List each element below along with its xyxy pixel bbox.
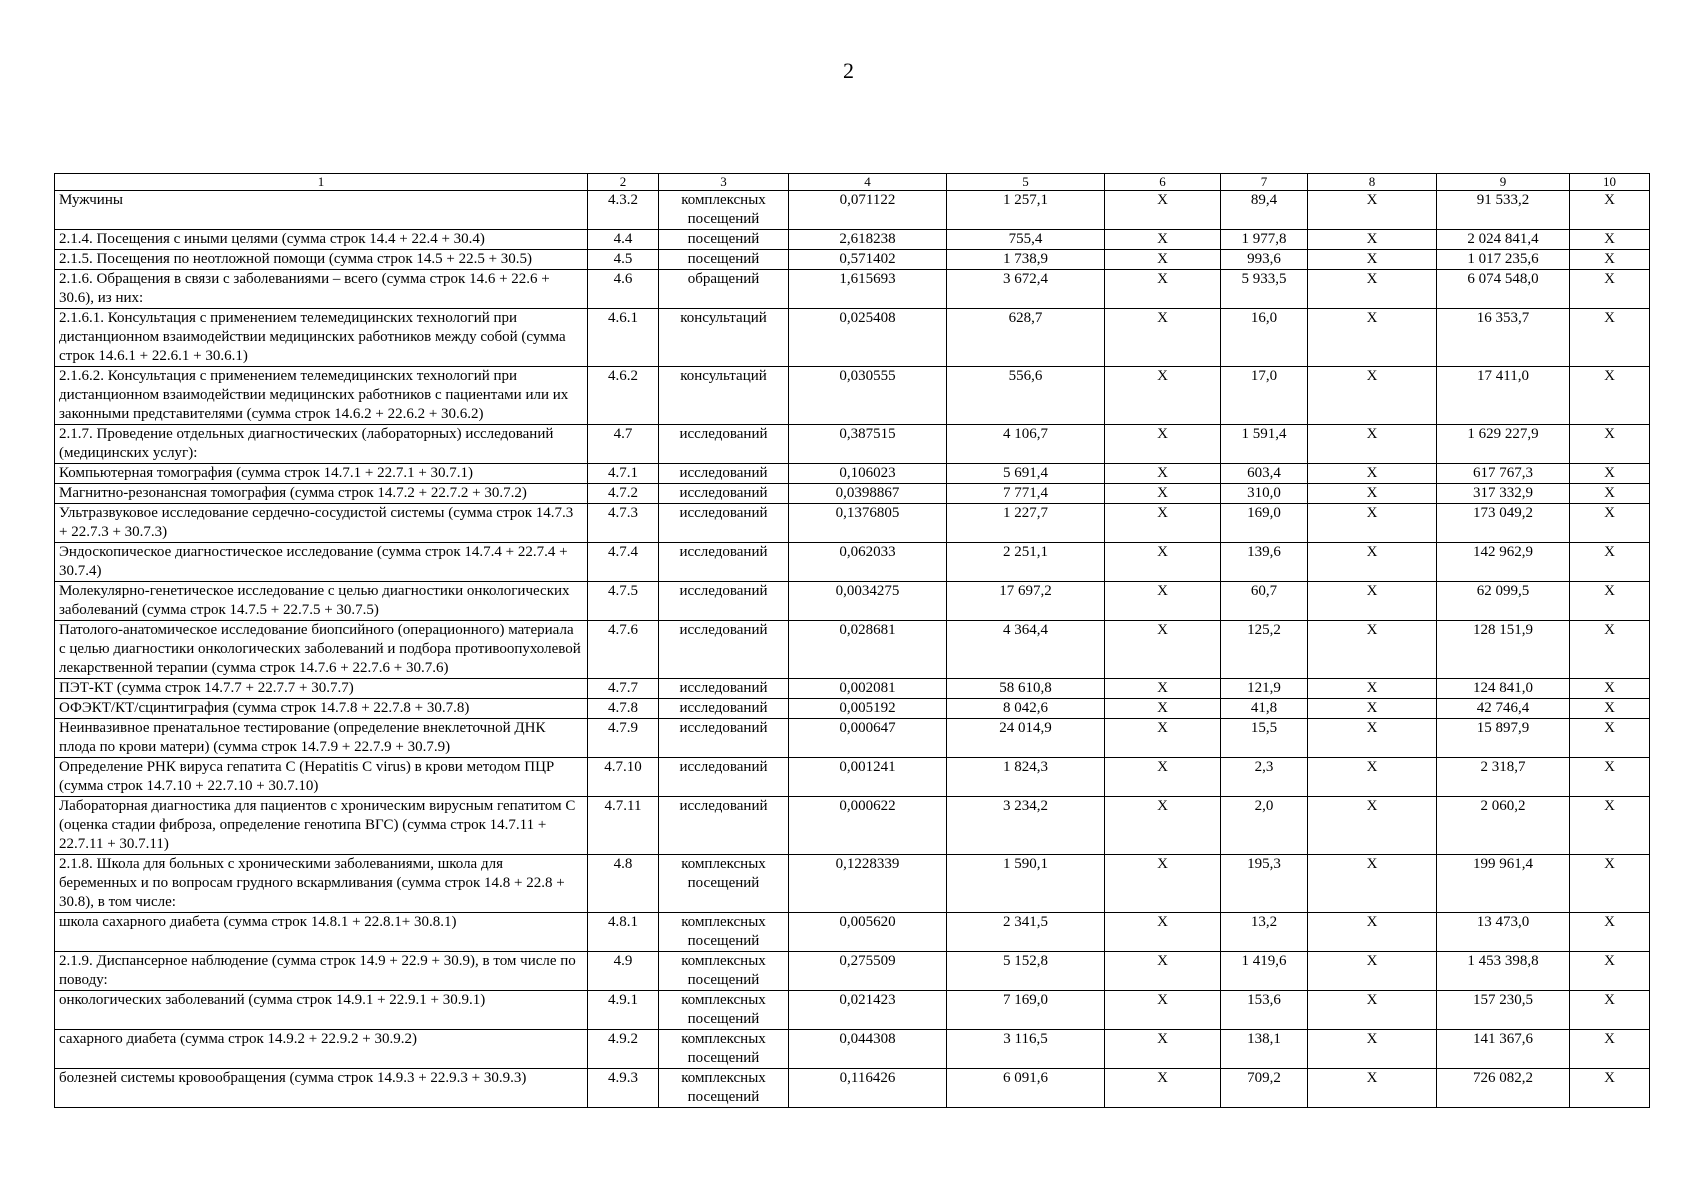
total-value: 1 629 227,9	[1437, 425, 1570, 464]
norm-volume: 0,002081	[789, 679, 947, 699]
table-row	[55, 991, 1650, 1030]
cell-x: X	[1105, 952, 1221, 991]
cost-per-unit: 5 152,8	[947, 952, 1105, 991]
table-row	[55, 758, 1650, 797]
table-row	[55, 679, 1650, 699]
unit: комплексных посещений	[659, 1069, 789, 1108]
unit: исследований	[659, 679, 789, 699]
cell-x: X	[1308, 679, 1437, 699]
data-table	[54, 173, 1650, 1108]
total-value: 726 082,2	[1437, 1069, 1570, 1108]
row-label: 2.1.9. Диспансерное наблюдение (сумма строк 14.9 + 22.9 + 30.9), в том числе по поводу:	[55, 952, 588, 991]
norm-volume: 0,001241	[789, 758, 947, 797]
row-code: 4.7	[588, 425, 659, 464]
row-label: 2.1.6.1. Консультация с применением телемедицинских технологий при дистанционном взаимодействии медицинских работников между собой (сумма строк 14.6.1 + 22.6.1 + 30.6.1)	[55, 309, 588, 367]
total-value: 1 017 235,6	[1437, 250, 1570, 270]
column-header: 4	[789, 174, 947, 191]
total-value: 2 024 841,4	[1437, 230, 1570, 250]
row-code: 4.8.1	[588, 913, 659, 952]
unit: исследований	[659, 621, 789, 679]
table-row	[55, 484, 1650, 504]
table-row	[55, 952, 1650, 991]
cell-x: X	[1105, 464, 1221, 484]
cell-x: X	[1570, 991, 1650, 1030]
unit: исследований	[659, 464, 789, 484]
cost-per-unit: 17 697,2	[947, 582, 1105, 621]
row-label: ОФЭКТ/КТ/сцинтиграфия (сумма строк 14.7.8 + 22.7.8 + 30.7.8)	[55, 699, 588, 719]
per-capita-value: 17,0	[1221, 367, 1308, 425]
unit: комплексных посещений	[659, 913, 789, 952]
total-value: 142 962,9	[1437, 543, 1570, 582]
unit: исследований	[659, 504, 789, 543]
norm-volume: 0,275509	[789, 952, 947, 991]
row-label: Эндоскопическое диагностическое исследование (сумма строк 14.7.4 + 22.7.4 + 30.7.4)	[55, 543, 588, 582]
cell-x: X	[1105, 719, 1221, 758]
row-code: 4.4	[588, 230, 659, 250]
row-label: 2.1.8. Школа для больных с хроническими заболеваниями, школа для беременных и по вопросам грудного вскармливания (сумма строк 14.8 + 22.8 + 30.8), в том числе:	[55, 855, 588, 913]
cell-x: X	[1105, 484, 1221, 504]
row-label: Магнитно-резонансная томография (сумма строк 14.7.2 + 22.7.2 + 30.7.2)	[55, 484, 588, 504]
total-value: 2 318,7	[1437, 758, 1570, 797]
row-code: 4.3.2	[588, 191, 659, 230]
cell-x: X	[1308, 230, 1437, 250]
column-header: 10	[1570, 174, 1650, 191]
table-row	[55, 464, 1650, 484]
unit: обращений	[659, 270, 789, 309]
norm-volume: 0,1376805	[789, 504, 947, 543]
norm-volume: 0,021423	[789, 991, 947, 1030]
cell-x: X	[1105, 1069, 1221, 1108]
cost-per-unit: 24 014,9	[947, 719, 1105, 758]
cost-per-unit: 8 042,6	[947, 699, 1105, 719]
total-value: 91 533,2	[1437, 191, 1570, 230]
cell-x: X	[1570, 504, 1650, 543]
per-capita-value: 1 977,8	[1221, 230, 1308, 250]
cost-per-unit: 1 824,3	[947, 758, 1105, 797]
row-code: 4.7.3	[588, 504, 659, 543]
per-capita-value: 60,7	[1221, 582, 1308, 621]
cell-x: X	[1570, 464, 1650, 484]
norm-volume: 2,618238	[789, 230, 947, 250]
total-value: 128 151,9	[1437, 621, 1570, 679]
per-capita-value: 2,3	[1221, 758, 1308, 797]
row-label: ПЭТ-КТ (сумма строк 14.7.7 + 22.7.7 + 30.7.7)	[55, 679, 588, 699]
row-code: 4.8	[588, 855, 659, 913]
cell-x: X	[1570, 484, 1650, 504]
total-value: 42 746,4	[1437, 699, 1570, 719]
per-capita-value: 169,0	[1221, 504, 1308, 543]
unit: консультаций	[659, 367, 789, 425]
unit: исследований	[659, 758, 789, 797]
column-header: 1	[55, 174, 588, 191]
cell-x: X	[1570, 699, 1650, 719]
total-value: 15 897,9	[1437, 719, 1570, 758]
cell-x: X	[1570, 913, 1650, 952]
norm-volume: 0,005192	[789, 699, 947, 719]
row-code: 4.9	[588, 952, 659, 991]
cell-x: X	[1105, 913, 1221, 952]
cell-x: X	[1570, 309, 1650, 367]
cell-x: X	[1308, 952, 1437, 991]
cost-per-unit: 4 364,4	[947, 621, 1105, 679]
row-label: Молекулярно-генетическое исследование с целью диагностики онкологических заболеваний (сумма строк 14.7.5 + 22.7.5 + 30.7.5)	[55, 582, 588, 621]
total-value: 199 961,4	[1437, 855, 1570, 913]
cell-x: X	[1105, 621, 1221, 679]
cost-per-unit: 5 691,4	[947, 464, 1105, 484]
column-header: 7	[1221, 174, 1308, 191]
cost-per-unit: 1 590,1	[947, 855, 1105, 913]
cell-x: X	[1308, 1069, 1437, 1108]
cell-x: X	[1570, 230, 1650, 250]
cell-x: X	[1308, 758, 1437, 797]
row-label: 2.1.6. Обращения в связи с заболеваниями – всего (сумма строк 14.6 + 22.6 + 30.6), из них:	[55, 270, 588, 309]
cost-per-unit: 3 672,4	[947, 270, 1105, 309]
column-header: 5	[947, 174, 1105, 191]
cell-x: X	[1308, 699, 1437, 719]
column-header: 9	[1437, 174, 1570, 191]
total-value: 13 473,0	[1437, 913, 1570, 952]
total-value: 173 049,2	[1437, 504, 1570, 543]
row-code: 4.9.1	[588, 991, 659, 1030]
table-row	[55, 699, 1650, 719]
cell-x: X	[1570, 1069, 1650, 1108]
cell-x: X	[1308, 250, 1437, 270]
per-capita-value: 1 591,4	[1221, 425, 1308, 464]
cell-x: X	[1105, 582, 1221, 621]
unit: исследований	[659, 699, 789, 719]
per-capita-value: 310,0	[1221, 484, 1308, 504]
column-header: 6	[1105, 174, 1221, 191]
unit: консультаций	[659, 309, 789, 367]
table-row	[55, 367, 1650, 425]
table-row	[55, 1030, 1650, 1069]
cell-x: X	[1105, 855, 1221, 913]
unit: посещений	[659, 250, 789, 270]
norm-volume: 0,071122	[789, 191, 947, 230]
cell-x: X	[1308, 991, 1437, 1030]
cell-x: X	[1308, 543, 1437, 582]
row-code: 4.7.6	[588, 621, 659, 679]
page-number: 2	[843, 58, 854, 83]
table-row	[55, 425, 1650, 464]
norm-volume: 0,0398867	[789, 484, 947, 504]
cost-per-unit: 3 116,5	[947, 1030, 1105, 1069]
row-label: 2.1.6.2. Консультация с применением телемедицинских технологий при дистанционном взаимодействии медицинских работников с пациентами или их законными представителями (сумма строк 14.6.2 + 22.6.2 + 30.6.2)	[55, 367, 588, 425]
norm-volume: 0,025408	[789, 309, 947, 367]
table-row	[55, 543, 1650, 582]
norm-volume: 1,615693	[789, 270, 947, 309]
norm-volume: 0,0034275	[789, 582, 947, 621]
norm-volume: 0,062033	[789, 543, 947, 582]
norm-volume: 0,1228339	[789, 855, 947, 913]
row-label: Лабораторная диагностика для пациентов с хроническим вирусным гепатитом С (оценка стадии фиброза, определение генотипа ВГС) (сумма строк 14.7.11 + 22.7.11 + 30.7.11)	[55, 797, 588, 855]
cost-per-unit: 1 227,7	[947, 504, 1105, 543]
cell-x: X	[1308, 484, 1437, 504]
cell-x: X	[1105, 991, 1221, 1030]
cell-x: X	[1105, 758, 1221, 797]
total-value: 2 060,2	[1437, 797, 1570, 855]
per-capita-value: 15,5	[1221, 719, 1308, 758]
table-row	[55, 309, 1650, 367]
norm-volume: 0,387515	[789, 425, 947, 464]
cost-per-unit: 7 771,4	[947, 484, 1105, 504]
per-capita-value: 41,8	[1221, 699, 1308, 719]
cell-x: X	[1570, 582, 1650, 621]
cell-x: X	[1308, 270, 1437, 309]
column-header: 2	[588, 174, 659, 191]
per-capita-value: 709,2	[1221, 1069, 1308, 1108]
row-label: школа сахарного диабета (сумма строк 14.8.1 + 22.8.1+ 30.8.1)	[55, 913, 588, 952]
row-code: 4.6.2	[588, 367, 659, 425]
row-label: 2.1.5. Посещения по неотложной помощи (сумма строк 14.5 + 22.5 + 30.5)	[55, 250, 588, 270]
norm-volume: 0,571402	[789, 250, 947, 270]
cell-x: X	[1308, 191, 1437, 230]
cost-per-unit: 1 257,1	[947, 191, 1105, 230]
cell-x: X	[1308, 913, 1437, 952]
total-value: 317 332,9	[1437, 484, 1570, 504]
unit: исследований	[659, 582, 789, 621]
row-code: 4.7.8	[588, 699, 659, 719]
per-capita-value: 121,9	[1221, 679, 1308, 699]
norm-volume: 0,106023	[789, 464, 947, 484]
total-value: 157 230,5	[1437, 991, 1570, 1030]
per-capita-value: 2,0	[1221, 797, 1308, 855]
cell-x: X	[1570, 543, 1650, 582]
row-label: Компьютерная томография (сумма строк 14.7.1 + 22.7.1 + 30.7.1)	[55, 464, 588, 484]
total-value: 17 411,0	[1437, 367, 1570, 425]
row-code: 4.7.7	[588, 679, 659, 699]
cell-x: X	[1105, 797, 1221, 855]
cell-x: X	[1308, 309, 1437, 367]
table-body	[55, 191, 1650, 1108]
cell-x: X	[1570, 679, 1650, 699]
row-code: 4.7.5	[588, 582, 659, 621]
per-capita-value: 138,1	[1221, 1030, 1308, 1069]
table-row	[55, 1069, 1650, 1108]
unit: посещений	[659, 230, 789, 250]
row-code: 4.9.3	[588, 1069, 659, 1108]
column-header: 8	[1308, 174, 1437, 191]
cell-x: X	[1105, 270, 1221, 309]
cell-x: X	[1570, 952, 1650, 991]
row-label: Неинвазивное пренатальное тестирование (определение внеклеточной ДНК плода по крови матери) (сумма строк 14.7.9 + 22.7.9 + 30.7.9)	[55, 719, 588, 758]
total-value: 16 353,7	[1437, 309, 1570, 367]
per-capita-value: 139,6	[1221, 543, 1308, 582]
row-label: Патолого-анатомическое исследование биопсийного (операционного) материала с целью диагностики онкологических заболеваний и подбора противоопухолевой лекарственной терапии (сумма строк 14.7.6 + 22.7.6 + 30.7.6)	[55, 621, 588, 679]
row-code: 4.7.4	[588, 543, 659, 582]
cell-x: X	[1105, 230, 1221, 250]
row-code: 4.6.1	[588, 309, 659, 367]
row-code: 4.7.2	[588, 484, 659, 504]
cell-x: X	[1105, 191, 1221, 230]
norm-volume: 0,000622	[789, 797, 947, 855]
cell-x: X	[1308, 719, 1437, 758]
cell-x: X	[1570, 621, 1650, 679]
cost-per-unit: 755,4	[947, 230, 1105, 250]
unit: исследований	[659, 484, 789, 504]
table-row	[55, 191, 1650, 230]
unit: комплексных посещений	[659, 191, 789, 230]
cell-x: X	[1308, 582, 1437, 621]
total-value: 6 074 548,0	[1437, 270, 1570, 309]
per-capita-value: 89,4	[1221, 191, 1308, 230]
cell-x: X	[1308, 1030, 1437, 1069]
per-capita-value: 195,3	[1221, 855, 1308, 913]
total-value: 62 099,5	[1437, 582, 1570, 621]
cell-x: X	[1308, 504, 1437, 543]
cell-x: X	[1105, 250, 1221, 270]
cost-per-unit: 556,6	[947, 367, 1105, 425]
norm-volume: 0,030555	[789, 367, 947, 425]
column-header: 3	[659, 174, 789, 191]
total-value: 141 367,6	[1437, 1030, 1570, 1069]
table-row	[55, 504, 1650, 543]
row-label: онкологических заболеваний (сумма строк 14.9.1 + 22.9.1 + 30.9.1)	[55, 991, 588, 1030]
row-label: болезней системы кровообращения (сумма строк 14.9.3 + 22.9.3 + 30.9.3)	[55, 1069, 588, 1108]
cell-x: X	[1570, 719, 1650, 758]
norm-volume: 0,000647	[789, 719, 947, 758]
cost-per-unit: 58 610,8	[947, 679, 1105, 699]
total-value: 617 767,3	[1437, 464, 1570, 484]
row-code: 4.9.2	[588, 1030, 659, 1069]
norm-volume: 0,044308	[789, 1030, 947, 1069]
cost-per-unit: 628,7	[947, 309, 1105, 367]
cell-x: X	[1105, 543, 1221, 582]
table-row	[55, 797, 1650, 855]
unit: исследований	[659, 719, 789, 758]
cell-x: X	[1308, 425, 1437, 464]
cost-per-unit: 2 341,5	[947, 913, 1105, 952]
cost-per-unit: 7 169,0	[947, 991, 1105, 1030]
row-code: 4.6	[588, 270, 659, 309]
row-label: Определение РНК вируса гепатита С (Hepatitis C virus) в крови методом ПЦР (сумма строк 14.7.10 + 22.7.10 + 30.7.10)	[55, 758, 588, 797]
cell-x: X	[1570, 250, 1650, 270]
row-label: Ультразвуковое исследование сердечно-сосудистой системы (сумма строк 14.7.3 + 22.7.3 + 30.7.3)	[55, 504, 588, 543]
unit: комплексных посещений	[659, 855, 789, 913]
cost-per-unit: 4 106,7	[947, 425, 1105, 464]
norm-volume: 0,005620	[789, 913, 947, 952]
total-value: 1 453 398,8	[1437, 952, 1570, 991]
unit: комплексных посещений	[659, 952, 789, 991]
row-code: 4.7.9	[588, 719, 659, 758]
row-label: 2.1.4. Посещения с иными целями (сумма строк 14.4 + 22.4 + 30.4)	[55, 230, 588, 250]
cost-per-unit: 1 738,9	[947, 250, 1105, 270]
table-row	[55, 719, 1650, 758]
per-capita-value: 1 419,6	[1221, 952, 1308, 991]
cell-x: X	[1105, 1030, 1221, 1069]
unit: комплексных посещений	[659, 1030, 789, 1069]
cell-x: X	[1105, 309, 1221, 367]
cost-per-unit: 2 251,1	[947, 543, 1105, 582]
norm-volume: 0,116426	[789, 1069, 947, 1108]
unit: комплексных посещений	[659, 991, 789, 1030]
row-label: Мужчины	[55, 191, 588, 230]
cell-x: X	[1570, 270, 1650, 309]
cell-x: X	[1570, 1030, 1650, 1069]
norm-volume: 0,028681	[789, 621, 947, 679]
table-row	[55, 913, 1650, 952]
cell-x: X	[1105, 679, 1221, 699]
table-row	[55, 855, 1650, 913]
row-code: 4.7.11	[588, 797, 659, 855]
cell-x: X	[1308, 464, 1437, 484]
row-label: 2.1.7. Проведение отдельных диагностических (лабораторных) исследований (медицинских услуг):	[55, 425, 588, 464]
row-code: 4.7.1	[588, 464, 659, 484]
cell-x: X	[1308, 367, 1437, 425]
table-row	[55, 582, 1650, 621]
per-capita-value: 603,4	[1221, 464, 1308, 484]
table-row	[55, 230, 1650, 250]
cell-x: X	[1105, 699, 1221, 719]
unit: исследований	[659, 543, 789, 582]
row-code: 4.7.10	[588, 758, 659, 797]
column-number-row	[55, 174, 1650, 191]
cell-x: X	[1570, 425, 1650, 464]
per-capita-value: 13,2	[1221, 913, 1308, 952]
cell-x: X	[1105, 425, 1221, 464]
table-row	[55, 270, 1650, 309]
cell-x: X	[1105, 367, 1221, 425]
cell-x: X	[1570, 367, 1650, 425]
cell-x: X	[1570, 797, 1650, 855]
cell-x: X	[1308, 855, 1437, 913]
per-capita-value: 5 933,5	[1221, 270, 1308, 309]
cell-x: X	[1570, 191, 1650, 230]
unit: исследований	[659, 797, 789, 855]
unit: исследований	[659, 425, 789, 464]
row-code: 4.5	[588, 250, 659, 270]
cell-x: X	[1308, 797, 1437, 855]
per-capita-value: 16,0	[1221, 309, 1308, 367]
per-capita-value: 993,6	[1221, 250, 1308, 270]
cell-x: X	[1308, 621, 1437, 679]
per-capita-value: 153,6	[1221, 991, 1308, 1030]
table-row	[55, 250, 1650, 270]
cost-per-unit: 6 091,6	[947, 1069, 1105, 1108]
total-value: 124 841,0	[1437, 679, 1570, 699]
per-capita-value: 125,2	[1221, 621, 1308, 679]
cost-per-unit: 3 234,2	[947, 797, 1105, 855]
cell-x: X	[1105, 504, 1221, 543]
cell-x: X	[1570, 855, 1650, 913]
table-row	[55, 621, 1650, 679]
cell-x: X	[1570, 758, 1650, 797]
row-label: сахарного диабета (сумма строк 14.9.2 + 22.9.2 + 30.9.2)	[55, 1030, 588, 1069]
